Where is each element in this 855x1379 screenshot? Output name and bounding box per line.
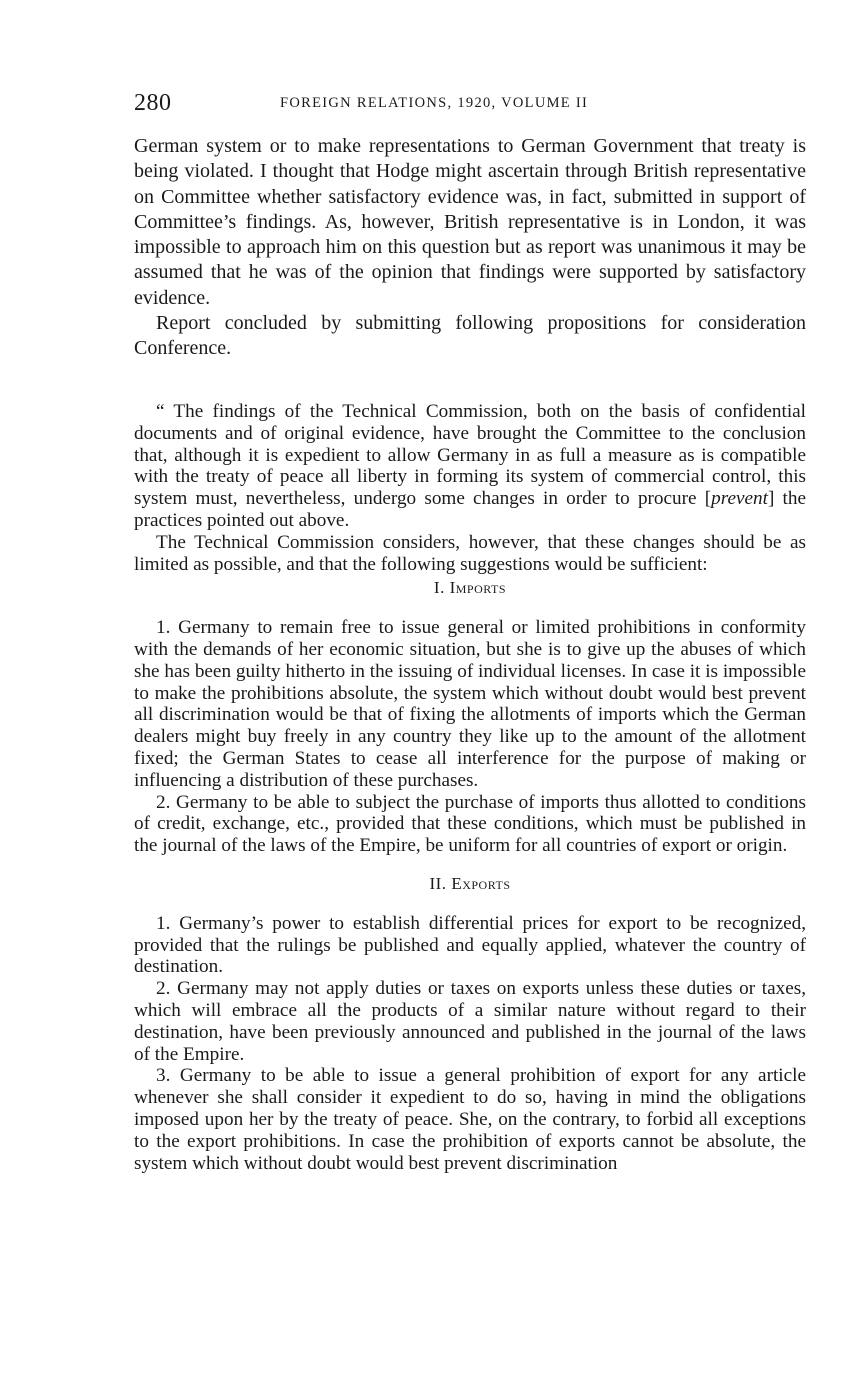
body-text bbox=[134, 134, 806, 362]
exports-heading-number: II. bbox=[429, 873, 447, 893]
imports-item-2: 2. Germany to be able to subject the purchase of imports thus allotted to conditions of credit, exchange, etc., provided that these conditions, which must be published in the journal of the laws of the Empire, be uniform for all countries of export or origin. bbox=[134, 791, 806, 857]
exports-heading bbox=[134, 873, 806, 895]
quoted-propositions bbox=[134, 401, 806, 1174]
page-number: 280 bbox=[134, 90, 172, 116]
exports-item-2: 2. Germany may not apply duties or taxes on exports unless these duties or taxes, which will embrace all the products of a similar nature without regard to their destination, have been previously announced and published in the journal of the laws of the Empire. bbox=[134, 978, 806, 1065]
imports-heading-number: I. bbox=[433, 578, 445, 598]
running-head: FOREIGN RELATIONS, 1920, VOLUME II bbox=[280, 95, 589, 111]
quote-intro-paragraph bbox=[134, 401, 806, 532]
quote-intro-bracketed-word: prevent bbox=[711, 488, 768, 510]
body-paragraph-report: Report concluded by submitting following propositions for consideration Conference. bbox=[134, 312, 806, 360]
quote-second-paragraph: The Technical Commission considers, however, that these changes should be as limited as possible, and that the following suggestions would be sufficient: bbox=[134, 531, 806, 575]
exports-item-3: 3. Germany to be able to issue a general prohibition of export for any article whenever she shall consider it expedient to do so, having in mind the obligations imposed upon her by the treaty of peace. She, on the contrary, to forbid all exceptions to the export prohibitions. In case the prohibition of exports cannot be absolute, the system which without doubt would best prevent discrimination bbox=[134, 1065, 806, 1174]
body-paragraph-continuation: German system or to make representations to German Government that treaty is being violated. I thought that Hodge might ascertain through British representative on Committee whether satisfactory evidence was, in fact, submitted in support of Committee’s findings. As, however, British representative is in London, it was impossible to approach him on this question but as report was unanimous it may be assumed that he was of the opinion that findings were supported by satisfactory evidence. bbox=[134, 135, 806, 309]
imports-heading-title: Imports bbox=[449, 578, 507, 598]
imports-item-1: 1. Germany to remain free to issue general or limited prohibitions in conformity with the demands of her economic situation, but she is to give up the abuses of which she has been guilty hitherto in the issuing of individual licenses. In case it is impossible to make the prohibitions absolute, the system which without doubt would best prevent all discrimination would be that of fixing the allotments of imports which the German dealers might buy freely in any country they like up to the amount of the allotment fixed; the German States to cease all interference for the purpose of making or influencing a distribution of these purchases. bbox=[134, 617, 806, 791]
quote-intro-tail: ] the practices pointed out above. bbox=[134, 488, 806, 531]
page-header bbox=[134, 90, 806, 118]
exports-heading-title: Exports bbox=[451, 873, 511, 893]
exports-item-1: 1. Germany’s power to establish differential prices for export to be recognized, provided that the rulings be published and equally applied, whatever the country of destination. bbox=[134, 912, 806, 978]
imports-heading bbox=[134, 577, 806, 599]
quote-intro-text: “ The findings of the Technical Commission, both on the basis of confidential documents and of original evidence, have brought the Committee to the conclusion that, although it is expedient to allow Germany in as full a measure as is compatible with the treaty of peace all liberty in forming its system of commercial control, this system must, nevertheless, undergo some changes in order to procure [ bbox=[134, 401, 806, 510]
